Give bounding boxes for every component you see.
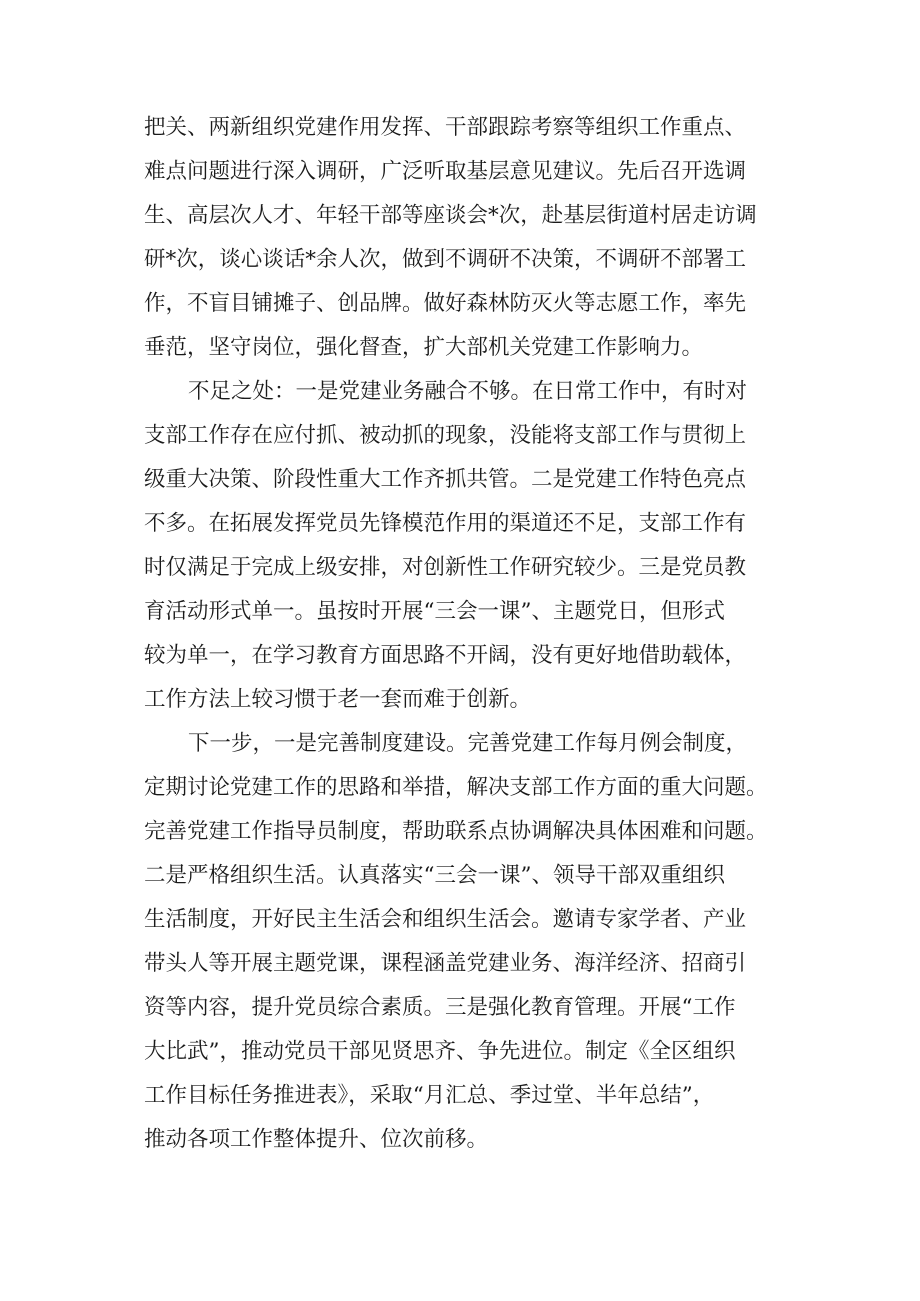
paragraph-3-line-4: 二是严格组织生活。认真落实“三会一课”、领导干部双重组织 bbox=[144, 863, 725, 888]
paragraph-3-line-2: 定期讨论党建工作的思路和举措，解决支部工作方面的重大问题。 bbox=[144, 775, 768, 800]
paragraph-1-line-6: 垂范，坚守岗位，强化督查，扩大部机关党建工作影响力。 bbox=[144, 335, 704, 360]
paragraph-1-line-2: 难点问题进行深入调研，广泛听取基层意见建议。先后召开选调 bbox=[144, 159, 747, 184]
paragraph-2-line-7: 较为单一，在学习教育方面思路不开阔，没有更好地借助载体， bbox=[144, 643, 747, 668]
paragraph-2-line-4: 不多。在拓展发挥党员先锋模范作用的渠道还不足，支部工作有 bbox=[144, 511, 747, 536]
paragraph-2-line-2: 支部工作存在应付抓、被动抓的现象，没能将支部工作与贯彻上 bbox=[144, 423, 747, 448]
paragraph-2-line-8: 工作方法上较习惯于老一套而难于创新。 bbox=[144, 687, 532, 712]
paragraph-1-line-1: 把关、两新组织党建作用发挥、干部跟踪考察等组织工作重点、 bbox=[144, 115, 747, 140]
paragraph-3-line-9: 工作目标任务推进表》，采取“月汇总、季过堂、半年总结”， bbox=[144, 1083, 715, 1108]
paragraph-3-line-5: 生活制度，开好民主生活会和组织生活会。邀请专家学者、产业 bbox=[144, 907, 747, 932]
paragraph-1-line-5: 作，不盲目铺摊子、创品牌。做好森林防灭火等志愿工作，率先 bbox=[144, 291, 747, 316]
paragraph-3-line-10: 推动各项工作整体提升、位次前移。 bbox=[144, 1127, 489, 1152]
paragraph-2-line-3: 级重大决策、阶段性重大工作齐抓共管。二是党建工作特色亮点 bbox=[144, 467, 747, 492]
paragraph-1-line-4: 研*次，谈心谈话*余人次，做到不调研不决策，不调研不部署工 bbox=[144, 247, 747, 272]
paragraph-1-line-3: 生、高层次人才、年轻干部等座谈会*次，赴基层街道村居走访调 bbox=[144, 203, 757, 228]
paragraph-3-line-1: 下一步，一是完善制度建设。完善党建工作每月例会制度， bbox=[188, 731, 748, 756]
paragraph-2-line-5: 时仅满足于完成上级安排，对创新性工作研究较少。三是党员教 bbox=[144, 555, 747, 580]
paragraph-2-line-6: 育活动形式单一。虽按时开展“三会一课”、主题党日，但形式 bbox=[144, 599, 725, 624]
paragraph-3-line-7: 资等内容，提升党员综合素质。三是强化教育管理。开展“工作 bbox=[144, 995, 736, 1020]
paragraph-2-line-1: 不足之处：一是党建业务融合不够。在日常工作中，有时对 bbox=[188, 379, 748, 404]
paragraph-3-line-8: 大比武”，推动党员干部见贤思齐、争先进位。制定《全区组织 bbox=[144, 1039, 736, 1064]
paragraph-3-line-3: 完善党建工作指导员制度，帮助联系点协调解决具体困难和问题。 bbox=[144, 819, 768, 844]
paragraph-3-line-6: 带头人等开展主题党课，课程涵盖党建业务、海洋经济、招商引 bbox=[144, 951, 747, 976]
